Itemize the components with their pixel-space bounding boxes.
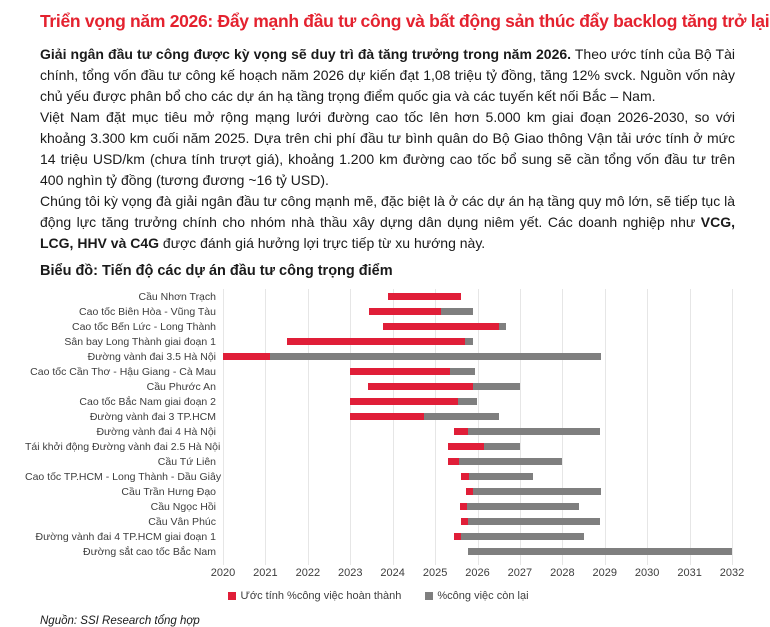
gantt-row xyxy=(25,289,732,304)
gantt-track xyxy=(223,319,732,334)
gridline xyxy=(732,289,733,565)
bar-remaining xyxy=(484,443,520,450)
bar-done xyxy=(448,443,484,450)
paragraph-3 xyxy=(40,191,735,254)
gantt-row xyxy=(25,319,732,334)
gantt-track xyxy=(223,289,732,304)
gantt-track xyxy=(223,544,732,559)
gantt-track xyxy=(223,334,732,349)
bar-remaining xyxy=(461,533,583,540)
bar-done xyxy=(461,473,469,480)
bar-done xyxy=(369,308,441,315)
gantt-row xyxy=(25,439,732,454)
axis-tick-label: 2030 xyxy=(634,567,660,579)
project-label: Cầu Vân Phúc xyxy=(148,515,216,528)
bar-remaining xyxy=(424,413,498,420)
legend-item xyxy=(228,590,401,602)
project-label: Cao tốc Cần Thơ - Hậu Giang - Cà Mau xyxy=(30,365,216,378)
bar-remaining xyxy=(441,308,473,315)
gantt-row xyxy=(25,544,732,559)
gantt-track xyxy=(223,529,732,544)
page-title: Triển vọng năm 2026: Đẩy mạnh đầu tư công và bất động sản thúc đẩy backlog tăng trở lại xyxy=(40,11,770,31)
bar-done xyxy=(461,518,469,525)
bar-done xyxy=(460,503,467,510)
axis-tick-label: 2025 xyxy=(422,567,448,579)
bar-remaining xyxy=(468,518,600,525)
project-label: Cầu Tứ Liên xyxy=(157,455,216,468)
gantt-row xyxy=(25,424,732,439)
bar-remaining xyxy=(473,383,520,390)
bar-done xyxy=(383,323,498,330)
project-label: Cầu Nhơn Trạch xyxy=(138,290,216,303)
project-label: Đường sắt cao tốc Bắc Nam xyxy=(83,545,216,558)
text-run-bold: VCG, LCG, HHV và C4G xyxy=(40,214,735,251)
gantt-track xyxy=(223,514,732,529)
project-label: Đường vành đai 3.5 Hà Nội xyxy=(87,350,216,363)
axis-tick-label: 2028 xyxy=(550,567,575,579)
gantt-row xyxy=(25,529,732,544)
gantt-row xyxy=(25,364,732,379)
gantt-track xyxy=(223,424,732,439)
bar-remaining xyxy=(459,458,562,465)
gantt-row xyxy=(25,379,732,394)
chart-title: Biểu đồ: Tiến độ các dự án đầu tư công trọng điểm xyxy=(40,263,393,279)
bar-remaining xyxy=(270,353,601,360)
bar-remaining xyxy=(458,398,477,405)
gantt-track xyxy=(223,439,732,454)
gantt-row xyxy=(25,484,732,499)
text-run: Việt Nam đặt mục tiêu mở rộng mạng lưới đường cao tốc lên hơn 5.000 km giai đoạn 2026-2030, so với khoảng 3.300 km cuối năm 2025. Dựa trên chi phí đầu tư bình quân do Bộ Giao thông Vận tải ước tính ở mức 14 triệu USD/km (chưa tính trượt giá), khoảng 1.200 km đường cao tốc bổ sung sẽ cần tổng vốn đầu tư trên 400 nghìn tỷ đồng (tương đương ~16 tỷ USD). xyxy=(40,109,735,188)
text-run-bold: Giải ngân đầu tư công được kỳ vọng sẽ duy trì đà tăng trưởng trong năm 2026. xyxy=(40,46,572,62)
gantt-track xyxy=(223,394,732,409)
axis-tick-label: 2026 xyxy=(465,567,490,579)
legend-swatch-remaining_gray xyxy=(425,592,433,600)
axis-tick-label: 2023 xyxy=(338,567,363,579)
gantt-row xyxy=(25,334,732,349)
gantt-row xyxy=(25,394,732,409)
gantt-track xyxy=(223,349,732,364)
text-run: Theo ước tính của Bộ Tài chính, tổng vốn đầu tư công kế hoạch năm 2026 dự kiến đạt 1,08 triệu tỷ đồng, tăng 12% svck. Nguồn vốn này chủ yếu được phân bổ cho các dự án hạ tầng trọng điểm quốc gia và các tuyến kết nối Bắc – Nam. xyxy=(40,46,735,104)
bar-done xyxy=(388,293,460,300)
axis-tick-label: 2024 xyxy=(380,567,405,579)
bar-done xyxy=(223,353,270,360)
chart-rows xyxy=(25,289,732,559)
gantt-track xyxy=(223,364,732,379)
chart-plot-area xyxy=(25,289,732,565)
gantt-chart xyxy=(25,289,745,602)
axis-tick-label: 2022 xyxy=(295,567,321,579)
legend-label: %công việc còn lại xyxy=(437,590,529,602)
project-label: Đường vành đai 4 TP.HCM giai đoạn 1 xyxy=(35,530,216,543)
legend-label: Ước tính %công việc hoàn thành xyxy=(240,590,402,602)
gantt-track xyxy=(223,499,732,514)
bar-done xyxy=(350,368,450,375)
gantt-track xyxy=(223,409,732,424)
source-note: Nguồn: SSI Research tổng hợp xyxy=(40,615,200,627)
legend-item xyxy=(425,590,528,602)
project-label: Tái khởi động Đường vành đai 2.5 Hà Nội xyxy=(25,440,221,453)
project-label: Sân bay Long Thành giai đoạn 1 xyxy=(64,335,216,348)
axis-tick-label: 2027 xyxy=(507,567,533,579)
axis-tick-label: 2031 xyxy=(677,567,702,579)
gantt-row xyxy=(25,469,732,484)
bar-remaining xyxy=(465,338,473,345)
bar-done xyxy=(454,533,461,540)
axis-tick-label: 2032 xyxy=(719,567,745,579)
text-run: được đánh giá hưởng lợi trực tiếp từ xu hướng này. xyxy=(159,235,486,251)
gantt-row xyxy=(25,409,732,424)
project-label: Cao tốc Bắc Nam giai đoạn 2 xyxy=(79,395,216,408)
text-run: Chúng tôi kỳ vọng đà giải ngân đầu tư công mạnh mẽ, đặc biệt là ở các dự án hạ tầng quy mô lớn, sẽ tiếp tục là động lực tăng trưởng chính cho nhóm nhà thầu xây dựng dân dụng niêm yết. Các doanh nghiệp như xyxy=(40,193,735,230)
bar-done xyxy=(287,338,465,345)
bar-done xyxy=(350,398,458,405)
bar-remaining xyxy=(499,323,506,330)
bar-remaining xyxy=(467,503,579,510)
chart-legend xyxy=(25,590,732,602)
gantt-row xyxy=(25,304,732,319)
gantt-track xyxy=(223,304,732,319)
project-label: Cầu Trần Hưng Đạo xyxy=(121,485,216,498)
bar-done xyxy=(350,413,424,420)
gantt-track xyxy=(223,454,732,469)
paragraph-2 xyxy=(40,107,735,191)
axis-tick-label: 2020 xyxy=(210,567,236,579)
gantt-row xyxy=(25,499,732,514)
bar-remaining xyxy=(468,548,732,555)
gantt-track xyxy=(223,484,732,499)
paragraph-1 xyxy=(40,44,735,107)
project-label: Cầu Ngọc Hồi xyxy=(150,500,216,513)
gantt-row xyxy=(25,514,732,529)
project-label: Đường vành đai 4 Hà Nội xyxy=(96,425,216,438)
axis-tick-label: 2021 xyxy=(253,567,278,579)
bar-done xyxy=(368,383,473,390)
bar-remaining xyxy=(468,428,600,435)
gantt-track xyxy=(223,469,732,484)
legend-swatch-done_red xyxy=(228,592,236,600)
bar-done xyxy=(454,428,468,435)
project-label: Cầu Phước An xyxy=(146,380,216,393)
project-label: Cao tốc Biên Hòa - Vũng Tàu xyxy=(79,305,216,318)
bar-remaining xyxy=(473,488,600,495)
project-label: Cao tốc Bến Lức - Long Thành xyxy=(71,320,216,333)
gantt-track xyxy=(223,379,732,394)
bar-done xyxy=(466,488,473,495)
bar-remaining xyxy=(450,368,475,375)
bar-done xyxy=(448,458,459,465)
project-label: Đường vành đai 3 TP.HCM xyxy=(89,410,216,423)
gantt-row xyxy=(25,454,732,469)
bar-remaining xyxy=(469,473,533,480)
x-axis xyxy=(210,567,745,581)
axis-tick-label: 2029 xyxy=(592,567,617,579)
project-label: Cao tốc TP.HCM - Long Thành - Dầu Giây xyxy=(25,470,222,483)
gantt-row xyxy=(25,349,732,364)
